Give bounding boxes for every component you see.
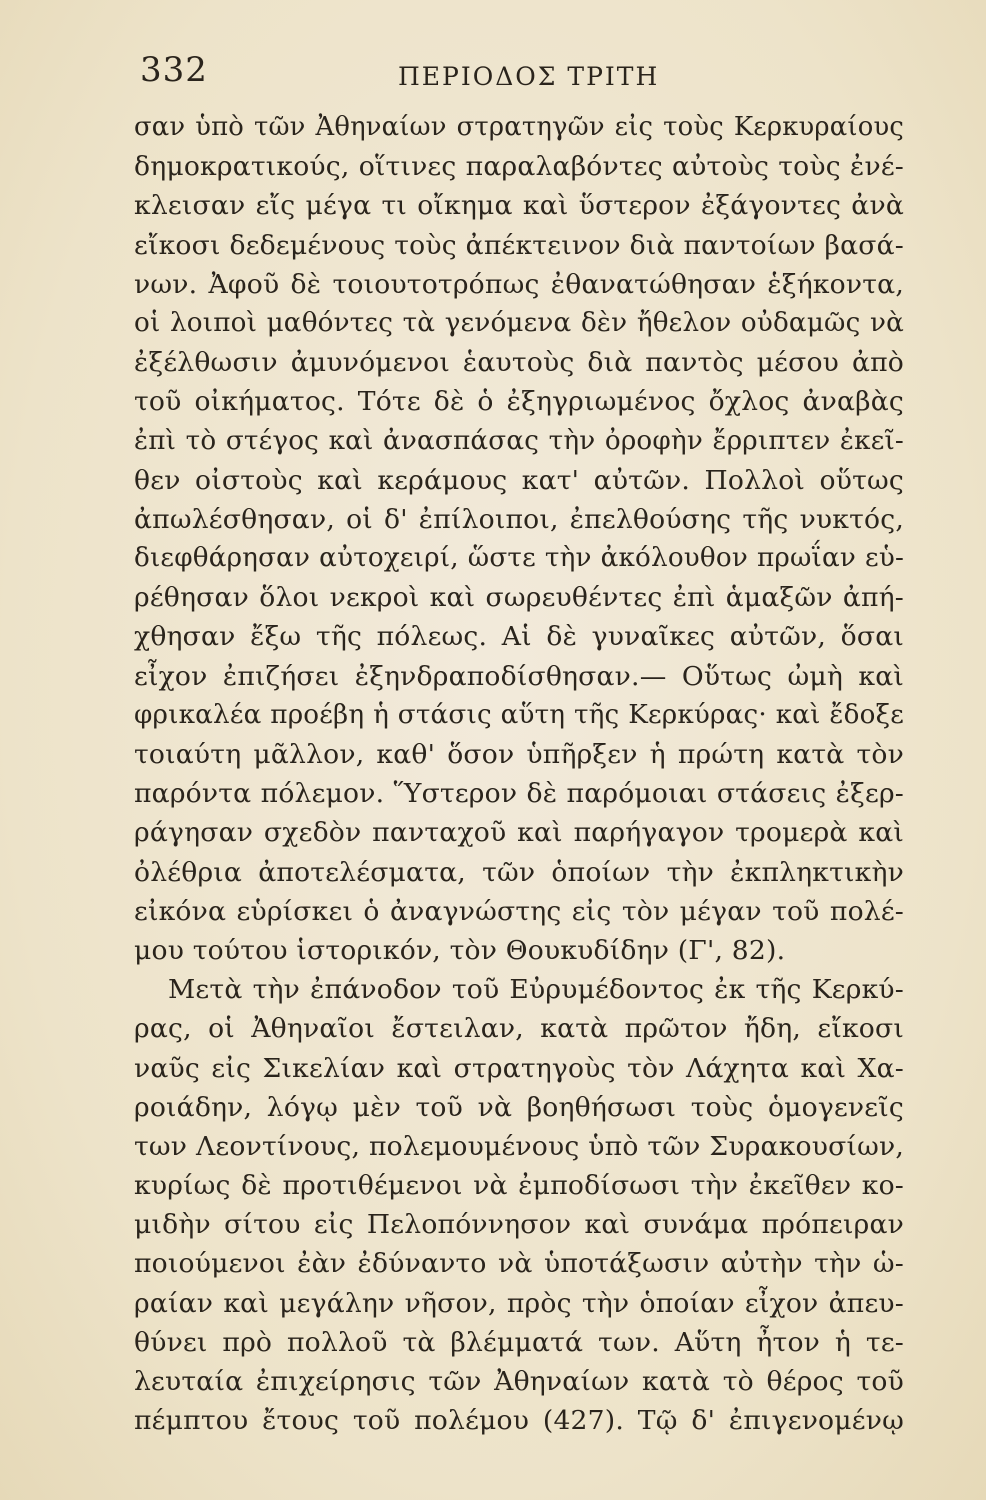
text-line: ὀλέθρια ἀποτελέσματα, τῶν ὁποίων τὴν ἐκπληκτικὴν <box>134 856 904 888</box>
text-line: μιδὴν σίτου εἰς Πελοπόννησον καὶ συνάμα πρόπειραν <box>134 1209 904 1241</box>
text-line: ρέθησαν ὅλοι νεκροὶ καὶ σωρευθέντες ἐπὶ ἁμαξῶν ἀπή- <box>134 582 904 614</box>
text-line: κλεισαν εἴς μέγα τι οἴκημα καὶ ὕστερον ἐξάγοντες ἀνὰ <box>134 190 904 222</box>
text-line: λευταία ἐπιχείρησις τῶν Ἀθηναίων κατὰ τὸ θέρος τοῦ <box>134 1366 904 1397</box>
text-line: σαν ὑπὸ τῶν Ἀθηναίων στρατηγῶν εἰς τοὺς Κερκυραίους <box>134 112 904 142</box>
text-line: διεφθάρησαν αὐτοχειρί, ὥστε τὴν ἀκόλουθον πρωΐαν εὑ- <box>134 543 904 574</box>
text-line: νων. Ἀφοῦ δὲ τοιουτοτρόπως ἐθανατώθησαν ἑξήκοντα, <box>134 268 904 300</box>
text-line: ραίαν καὶ μεγάλην νῆσον, πρὸς τὴν ὁποίαν εἶχον ἀπευ- <box>134 1287 904 1319</box>
page-number: 332 <box>140 50 208 90</box>
text-line: εἴκοσι δεδεμένους τοὺς ἀπέκτεινον διὰ παντοίων βασά- <box>134 229 904 261</box>
paragraph-end-line: μου τούτου ἱστορικόν, τὸν Θουκυδίδην (Γ', 82). <box>134 934 786 966</box>
text-line: τοιαύτη μᾶλλον, καθ' ὅσον ὑπῆρξεν ἡ πρώτη κατὰ τὸν <box>134 739 904 770</box>
text-line: παρόντα πόλεμον. Ὕστερον δὲ παρόμοιαι στάσεις ἐξερ- <box>134 778 904 810</box>
text-line: ποιούμενοι ἐὰν ἐδύναντο νὰ ὑποτάξωσιν αὐτὴν τὴν ὡ- <box>134 1248 904 1280</box>
body-text <box>134 108 904 1440</box>
page-header <box>140 50 896 100</box>
text-line: εἶχον ἐπιζήσει ἐξηνδραποδίσθησαν.— Οὕτως ὠμὴ καὶ <box>134 660 904 692</box>
text-line: ἐξέλθωσιν ἀμυνόμενοι ἑαυτοὺς διὰ παντὸς μέσου ἀπὸ <box>134 347 904 379</box>
text-line: ρας, οἱ Ἀθηναῖοι ἔστειλαν, κατὰ πρῶτον ἤδη, εἴκοσι <box>134 1013 904 1045</box>
text-line: εἰκόνα εὑρίσκει ὁ ἀναγνώστης εἰς τὸν μέγαν τοῦ πολέ- <box>134 895 904 927</box>
paragraph-start-line: Μετὰ τὴν ἐπάνοδον τοῦ Εὐρυμέδοντος ἐκ τῆς Κερκύ- <box>168 974 904 1006</box>
text-line: ναῦς εἰς Σικελίαν καὶ στρατηγοὺς τὸν Λάχητα καὶ Χα- <box>134 1052 904 1084</box>
text-line: των Λεοντίνους, πολεμουμένους ὑπὸ τῶν Συρακουσίων, <box>134 1130 904 1162</box>
text-line: ἐπὶ τὸ στέγος καὶ ἀνασπάσας τὴν ὀροφὴν ἔρριπτεν ἐκεῖ- <box>134 425 904 456</box>
text-line: τοῦ οἰκήματος. Τότε δὲ ὁ ἐξηγριωμένος ὄχλος ἀναβὰς <box>134 386 904 418</box>
text-line: θεν οἰστοὺς καὶ κεράμους κατ' αὐτῶν. Πολλοὶ οὕτως <box>134 464 904 496</box>
text-line: ράγησαν σχεδὸν πανταχοῦ καὶ παρήγαγον τρομερὰ καὶ <box>134 817 904 849</box>
text-line: χθησαν ἔξω τῆς πόλεως. Αἱ δὲ γυναῖκες αὐτῶν, ὅσαι <box>134 621 904 653</box>
running-head: ΠΕΡΙΟΔΟΣ ΤΡΙΤΗ <box>398 62 660 91</box>
text-line: κυρίως δὲ προτιθέμενοι νὰ ἐμποδίσωσι τὴν ἐκεῖθεν κο- <box>134 1170 904 1202</box>
text-line: δημοκρατικούς, οἵτινες παραλαβόντες αὐτοὺς τοὺς ἐνέ- <box>134 151 904 183</box>
text-line: φρικαλέα προέβη ἡ στάσις αὕτη τῆς Κερκύρας· καὶ ἔδοξε <box>134 699 904 730</box>
text-line: ροιάδην, λόγῳ μὲν τοῦ νὰ βοηθήσωσι τοὺς ὁμογενεῖς <box>134 1091 904 1123</box>
text-line: θύνει πρὸ πολλοῦ τὰ βλέμματά των. Αὕτη ἦτον ἡ τε- <box>134 1326 904 1358</box>
text-line: πέμπτου ἔτους τοῦ πολέμου (427). Τῷ δ' ἐπιγενομένῳ <box>134 1405 904 1437</box>
text-line: οἱ λοιποὶ μαθόντες τὰ γενόμενα δὲν ἤθελον οὐδαμῶς νὰ <box>134 307 904 338</box>
text-line: ἀπωλέσθησαν, οἱ δ' ἐπίλοιποι, ἐπελθούσης τῆς νυκτός, <box>134 503 904 535</box>
